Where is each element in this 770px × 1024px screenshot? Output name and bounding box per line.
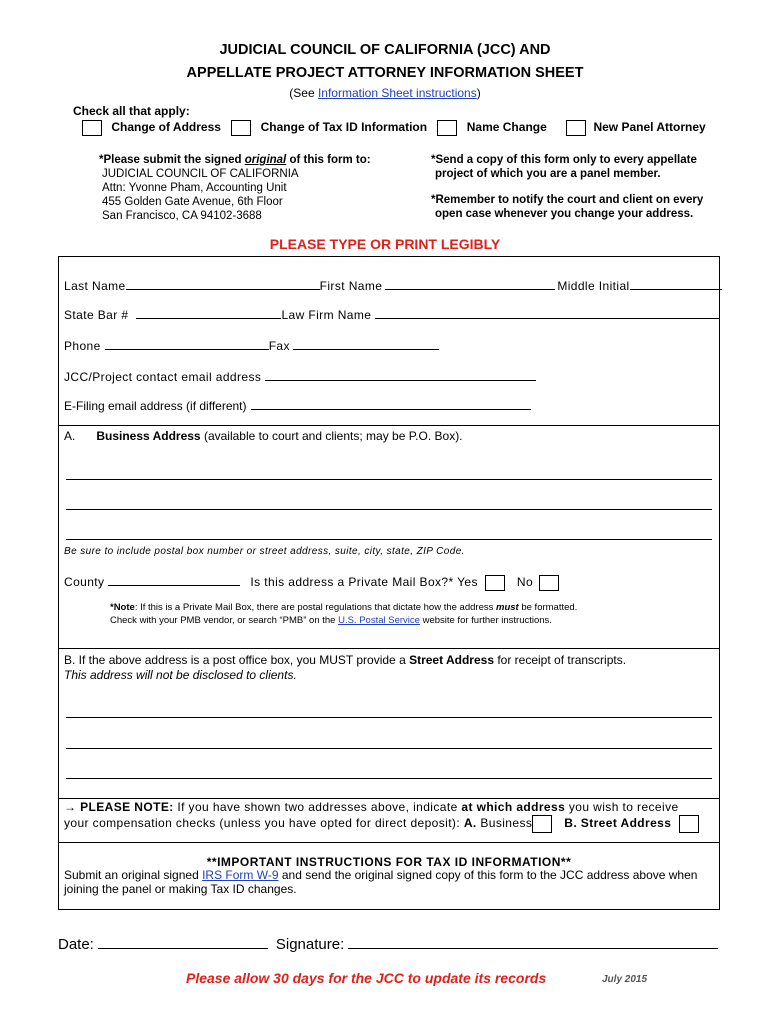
business-address-line-1[interactable] [66, 479, 712, 480]
business-address-desc: (available to court and clients; may be P.O. Box). [200, 429, 463, 443]
instructions-link[interactable]: Information Sheet instructions [317, 86, 477, 100]
state-bar-label: State Bar # [64, 308, 129, 322]
address-format-reminder: Be sure to include postal box number or street address, suite, city, state, ZIP Code. [64, 546, 465, 557]
divider-d [58, 842, 720, 843]
efiling-email-input[interactable] [251, 397, 531, 410]
form-version: July 2015 [602, 974, 648, 985]
note-text-2a: Check with your PMB vendor, or search “PMB” on the [110, 615, 339, 626]
phone-fax-row [64, 337, 439, 353]
note-must: must [496, 602, 519, 613]
form-title-line2: APPELLATE PROJECT ATTORNEY INFORMATION SHEET [186, 65, 584, 81]
check-all-label: Check all that apply: [73, 104, 190, 118]
pmb-yes-checkbox[interactable] [485, 575, 505, 591]
tax-id-instructions [64, 868, 697, 896]
notes-right-block [431, 153, 703, 221]
note-text-2b: website for further instructions. [419, 615, 552, 626]
efiling-email-row [64, 397, 531, 413]
remember-note-2: open case whenever you change your address. [435, 208, 694, 220]
name-change-checkbox[interactable] [437, 120, 457, 136]
street-address-checkbox[interactable] [679, 815, 699, 833]
jcc-email-input[interactable] [265, 368, 536, 381]
bar-firm-row [64, 306, 719, 322]
county-input[interactable] [108, 573, 240, 586]
address-line-4: San Francisco, CA 94102-3688 [102, 210, 262, 222]
please-note-line-2 [64, 815, 699, 833]
law-firm-input[interactable] [375, 306, 719, 319]
please-note-text-end: you wish to receive [565, 800, 679, 814]
change-of-address-label: Change of Address [111, 120, 221, 135]
arrow-icon: → [64, 800, 77, 814]
please-note-label: PLEASE NOTE: [76, 800, 174, 814]
tax-line-1 [64, 868, 697, 882]
last-name-input[interactable] [126, 277, 320, 290]
tax-id-heading: **IMPORTANT INSTRUCTIONS FOR TAX ID INFORMATION** [206, 855, 572, 869]
date-input[interactable] [98, 934, 268, 949]
compensation-text: your compensation checks (unless you have opted for direct deposit): [64, 816, 464, 831]
submit-instruction [99, 153, 371, 167]
phone-label: Phone [64, 339, 101, 353]
section-b-text: B. If the above address is a post office box, you MUST provide a [64, 653, 410, 667]
street-address-line-2[interactable] [66, 748, 712, 749]
instructions-reference [0, 86, 770, 100]
fax-label: Fax [268, 339, 290, 353]
last-name-label: Last Name [64, 279, 126, 293]
business-address-line-2[interactable] [66, 509, 712, 510]
pmb-question: Is this address a Private Mail Box?* Yes [250, 575, 478, 589]
jcc-email-label: JCC/Project contact email address [64, 370, 262, 384]
change-of-tax-id-label: Change of Tax ID Information [260, 120, 428, 135]
section-a-letter: A. [64, 429, 76, 443]
tax-text-1a: Submit an original signed [64, 868, 203, 882]
note-text-1a: : If this is a Private Mail Box, there are postal regulations that dictate how the address [134, 602, 496, 613]
form-title-line1: JUDICIAL COUNCIL OF CALIFORNIA (JCC) AND [219, 42, 551, 58]
option-a-label: Business [476, 816, 533, 831]
address-line-1: JUDICIAL COUNCIL OF CALIFORNIA [102, 168, 299, 180]
please-note-line-1 [64, 799, 699, 815]
date-label: Date: [58, 936, 94, 953]
first-name-label: First Name [319, 279, 383, 293]
option-b-label: B. Street Address [564, 816, 672, 831]
signature-label: Signature: [275, 936, 345, 953]
submit-post: of this form to: [286, 154, 371, 166]
street-address-line-1[interactable] [66, 717, 712, 718]
change-of-address-checkbox[interactable] [82, 120, 102, 136]
divider-a [58, 425, 720, 426]
please-note-block [64, 799, 699, 833]
change-of-tax-id-checkbox[interactable] [231, 120, 251, 136]
name-row [64, 277, 722, 293]
signature-row [58, 934, 718, 953]
new-panel-attorney-label: New Panel Attorney [593, 120, 706, 135]
allow-30-days-notice: Please allow 30 days for the JCC to update its records [186, 970, 547, 986]
submit-address-block [99, 153, 371, 223]
section-b-heading [64, 653, 626, 683]
business-address-line-3[interactable] [66, 539, 712, 540]
change-type-options [82, 120, 706, 136]
note-text-1b: be formatted. [518, 602, 578, 613]
irs-w9-link[interactable]: IRS Form W-9 [202, 868, 279, 882]
submit-pre: *Please submit the signed [99, 154, 245, 166]
tax-line-2: joining the panel or making Tax ID changes. [64, 882, 297, 896]
note-label: *Note [110, 602, 135, 613]
phone-input[interactable] [105, 337, 269, 350]
pmb-no-checkbox[interactable] [539, 575, 559, 591]
original-emphasis: original [244, 154, 287, 166]
pmb-note [110, 601, 577, 627]
middle-initial-input[interactable] [630, 277, 722, 290]
see-suffix: ) [476, 86, 481, 100]
pmb-no-label: No [516, 575, 534, 589]
street-address-bold: Street Address [409, 653, 494, 667]
county-pmb-row [64, 573, 559, 591]
please-note-text: If you have shown two addresses above, indicate [173, 800, 462, 814]
fax-input[interactable] [293, 337, 439, 350]
efiling-email-label: E-Filing email address (if different) [64, 399, 247, 413]
which-address-bold: at which address [461, 800, 566, 814]
business-checkbox[interactable] [532, 815, 552, 833]
send-copy-note-1: *Send a copy of this form only to every appellate [431, 154, 697, 166]
address-line-3: 455 Golden Gate Avenue, 6th Floor [102, 196, 283, 208]
county-label: County [64, 575, 105, 589]
type-or-print-banner: PLEASE TYPE OR PRINT LEGIBLY [269, 236, 501, 252]
name-change-label: Name Change [466, 120, 547, 135]
address-line-2: Attn: Yvonne Pham, Accounting Unit [102, 182, 287, 194]
first-name-input[interactable] [385, 277, 555, 290]
new-panel-attorney-checkbox[interactable] [566, 120, 586, 136]
jcc-email-row [64, 368, 536, 384]
usps-link[interactable]: U.S. Postal Service [338, 615, 420, 626]
middle-initial-label: Middle Initial [557, 279, 630, 293]
not-disclosed-note: This address will not be disclosed to clients. [64, 668, 297, 682]
signature-input[interactable] [348, 934, 718, 949]
remember-note-1: *Remember to notify the court and client on every [431, 194, 704, 206]
option-a-letter: A. [463, 816, 477, 831]
divider-b [58, 648, 720, 649]
section-b-text-end: for receipt of transcripts. [494, 653, 627, 667]
law-firm-label: Law Firm Name [281, 308, 372, 322]
state-bar-input[interactable] [136, 306, 281, 319]
pmb-note-line-2 [110, 614, 577, 627]
section-a-heading [64, 429, 463, 443]
tax-text-1b: and send the original signed copy of this form to the JCC address above when [278, 868, 698, 882]
see-prefix: (See [289, 86, 318, 100]
pmb-note-line-1 [110, 601, 577, 614]
business-address-heading: Business Address [96, 429, 201, 443]
section-b-line-1 [64, 653, 626, 668]
send-copy-note-2: project of which you are a panel member. [435, 168, 661, 180]
street-address-line-3[interactable] [66, 778, 712, 779]
